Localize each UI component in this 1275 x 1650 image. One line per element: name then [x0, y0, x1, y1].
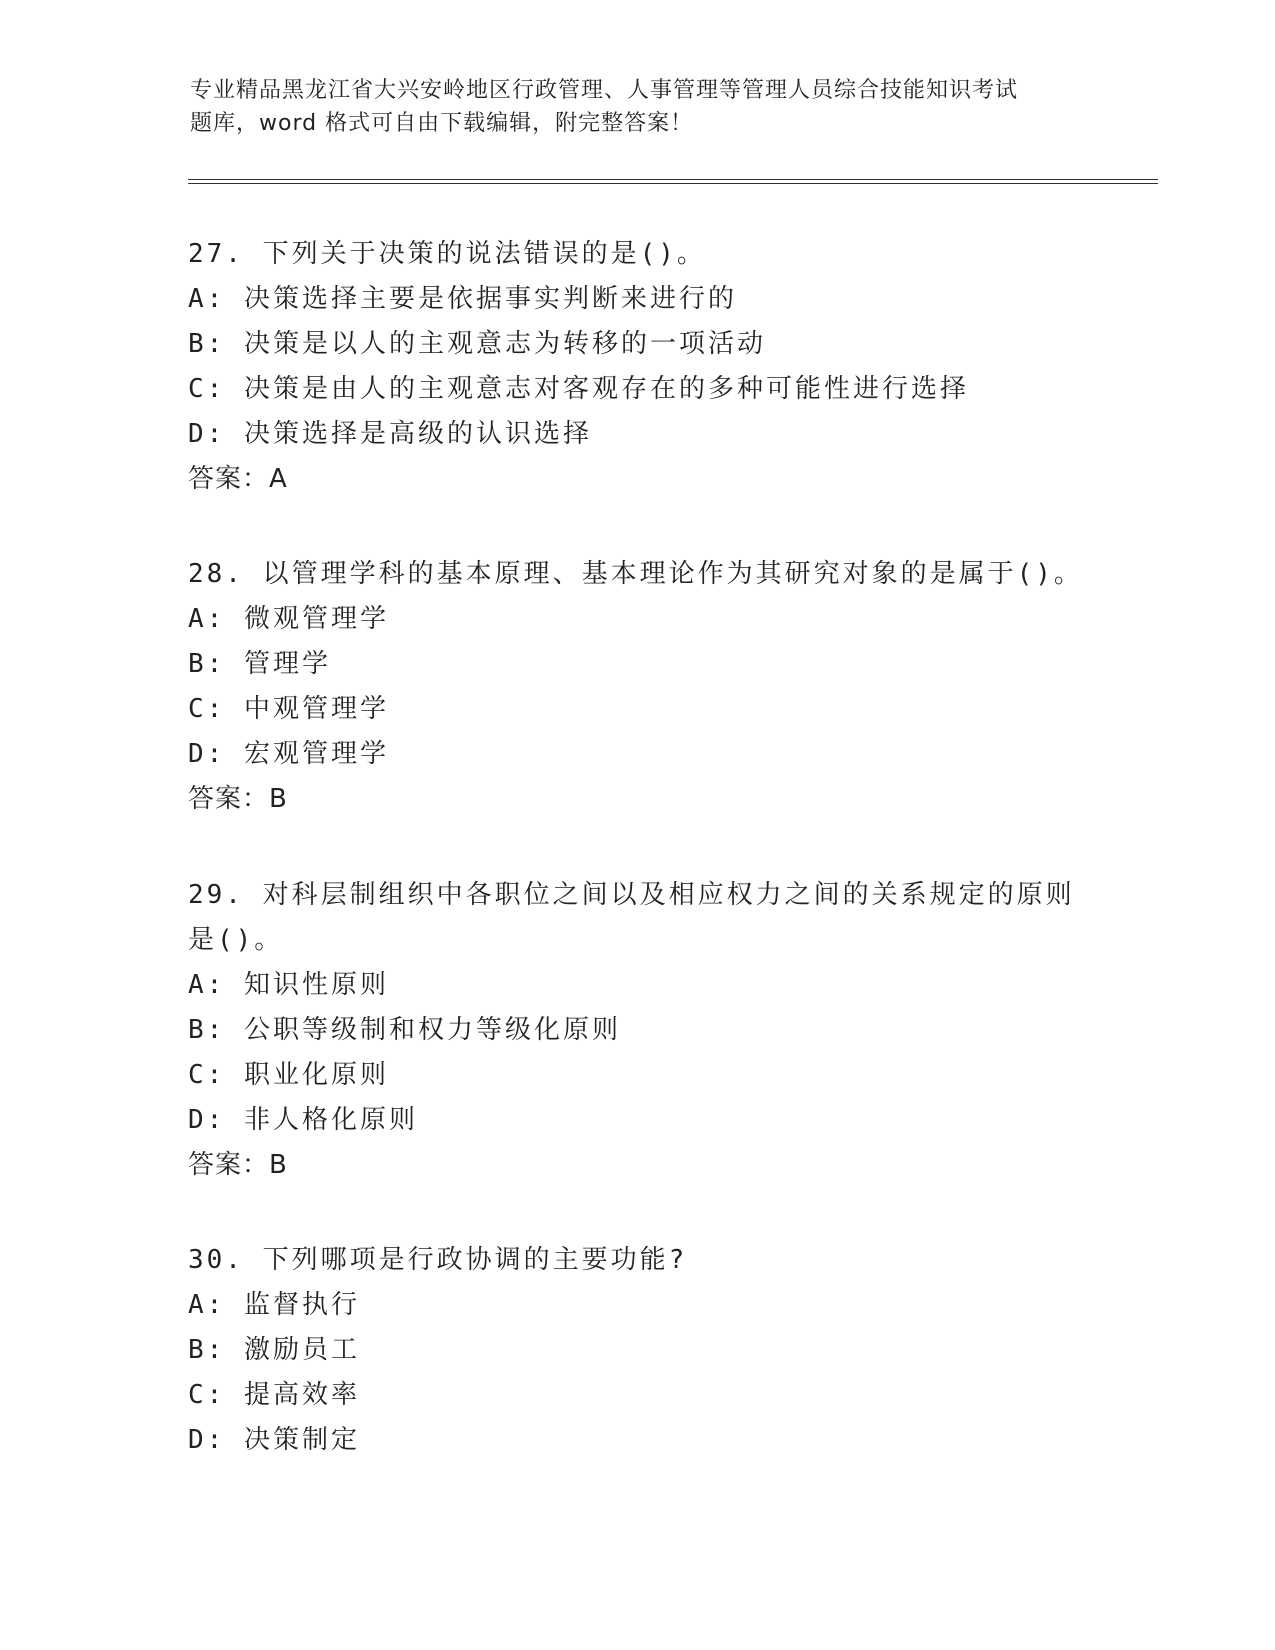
option-c: C: 决策是由人的主观意志对客观存在的多种可能性进行选择 — [188, 374, 969, 404]
question-28 — [188, 552, 1088, 822]
question-stem: 27. 下列关于决策的说法错误的是()。 — [188, 239, 706, 269]
option-d: D: 非人格化原则 — [188, 1105, 418, 1135]
option-a: A: 监督执行 — [188, 1290, 360, 1320]
header-divider-bottom — [188, 183, 1158, 184]
option-d: D: 决策选择是高级的认识选择 — [188, 419, 592, 449]
header-line-1: 专业精品黑龙江省大兴安岭地区行政管理、人事管理等管理人员综合技能知识考试 — [190, 78, 1019, 103]
option-d: D: 宏观管理学 — [188, 739, 389, 769]
header-divider-top — [188, 179, 1158, 180]
option-c: C: 中观管理学 — [188, 694, 389, 724]
document-header — [190, 74, 1090, 140]
option-b: B: 公职等级制和权力等级化原则 — [188, 1015, 621, 1045]
question-stem: 30. 下列哪项是行政协调的主要功能? — [188, 1245, 688, 1275]
question-stem-line-2: 是()。 — [188, 925, 284, 955]
answer: 答案：A — [188, 464, 288, 494]
header-line-2: 题库，word 格式可自由下载编辑，附完整答案！ — [190, 111, 694, 136]
option-a: A: 决策选择主要是依据事实判断来进行的 — [188, 284, 737, 314]
answer: 答案：B — [188, 784, 288, 814]
option-a: A: 微观管理学 — [188, 604, 389, 634]
option-c: C: 提高效率 — [188, 1380, 360, 1410]
option-d: D: 决策制定 — [188, 1425, 360, 1455]
question-30 — [188, 1238, 1088, 1463]
option-b: B: 激励员工 — [188, 1335, 360, 1365]
option-b: B: 管理学 — [188, 649, 331, 679]
answer: 答案：B — [188, 1150, 288, 1180]
question-27 — [188, 232, 1088, 502]
question-29 — [188, 873, 1088, 1188]
question-stem-line-1: 29. 对科层制组织中各职位之间以及相应权力之间的关系规定的原则 — [188, 880, 1075, 910]
option-b: B: 决策是以人的主观意志为转移的一项活动 — [188, 329, 766, 359]
question-stem: 28. 以管理学科的基本原理、基本理论作为其研究对象的是属于()。 — [188, 559, 1083, 589]
option-c: C: 职业化原则 — [188, 1060, 389, 1090]
option-a: A: 知识性原则 — [188, 970, 389, 1000]
